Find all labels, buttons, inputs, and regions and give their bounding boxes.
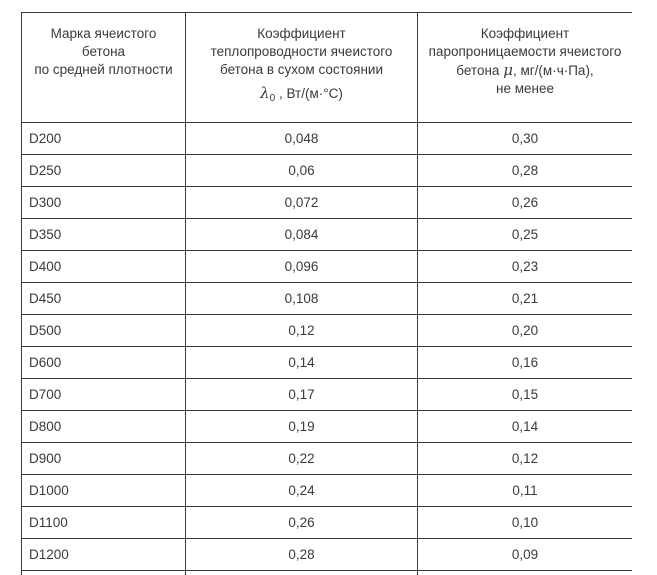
cell-conductivity: 0,14 (186, 347, 418, 379)
header-grade (22, 13, 186, 123)
header-permeability-line-2: паропроницаемости ячеистого (428, 44, 622, 59)
header-permeability-line-1: Коэффициент (480, 26, 570, 41)
cell-conductivity: 0,19 (186, 411, 418, 443)
cell-conductivity: 0,26 (186, 507, 418, 539)
cell-conductivity: 0,24 (186, 475, 418, 507)
cell-grade: D700 (22, 379, 186, 411)
cell-grade: D450 (22, 283, 186, 315)
table-row (22, 219, 633, 251)
cell-conductivity: 0,06 (186, 155, 418, 187)
mu-symbol: μ (503, 61, 513, 79)
table-row (22, 283, 633, 315)
cell-permeability: 0,14 (418, 411, 633, 443)
lambda-subscript: 0 (269, 93, 276, 104)
cell-permeability: 0,25 (418, 219, 633, 251)
cell-permeability: 0,20 (418, 315, 633, 347)
cell-conductivity: 0,072 (186, 187, 418, 219)
cell-grade: D200 (22, 123, 186, 155)
permeability-prefix: бетона (456, 63, 500, 78)
cell-grade: D600 (22, 347, 186, 379)
header-conductivity-line-4 (186, 84, 417, 108)
table-row-partial (22, 571, 633, 575)
cell-empty (22, 571, 186, 575)
cell-conductivity: 0,108 (186, 283, 418, 315)
table-row (22, 539, 633, 571)
table-row (22, 187, 633, 219)
header-conductivity (186, 13, 418, 123)
table-row (22, 123, 633, 155)
table-row (22, 379, 633, 411)
concrete-properties-table-wrapper (21, 12, 632, 575)
header-grade-line-3: по средней плотности (34, 62, 173, 77)
cell-conductivity: 0,17 (186, 379, 418, 411)
cell-conductivity: 0,28 (186, 539, 418, 571)
cell-grade: D400 (22, 251, 186, 283)
header-row (22, 13, 633, 123)
cell-empty (186, 571, 418, 575)
cell-permeability: 0,26 (418, 187, 633, 219)
table-row (22, 507, 633, 539)
header-conductivity-line-2: теплопроводности ячеистого (210, 44, 393, 59)
header-permeability-line-4: не менее (496, 81, 554, 96)
conductivity-unit: , Вт/(м·°С) (278, 86, 343, 101)
header-permeability-line-3 (418, 61, 632, 80)
table-row (22, 155, 633, 187)
header-conductivity-line-1: Коэффициент (257, 26, 346, 41)
cell-conductivity: 0,084 (186, 219, 418, 251)
cell-empty (418, 571, 633, 575)
cell-permeability: 0,09 (418, 539, 633, 571)
cell-permeability: 0,11 (418, 475, 633, 507)
cell-grade: D300 (22, 187, 186, 219)
cell-grade: D500 (22, 315, 186, 347)
cell-grade: D350 (22, 219, 186, 251)
cell-conductivity: 0,096 (186, 251, 418, 283)
permeability-unit: , мг/(м·ч·Па), (512, 63, 594, 78)
lambda-symbol: λ (260, 84, 270, 102)
cell-grade: D250 (22, 155, 186, 187)
table-row (22, 347, 633, 379)
cell-permeability: 0,21 (418, 283, 633, 315)
cell-grade: D900 (22, 443, 186, 475)
table-header (22, 13, 633, 123)
cell-grade: D1000 (22, 475, 186, 507)
table-row (22, 411, 633, 443)
header-conductivity-line-3: бетона в сухом состоянии (219, 62, 383, 77)
table-row (22, 315, 633, 347)
cell-permeability: 0,28 (418, 155, 633, 187)
cell-permeability: 0,30 (418, 123, 633, 155)
cell-permeability: 0,16 (418, 347, 633, 379)
table-body (22, 123, 633, 575)
cell-permeability: 0,12 (418, 443, 633, 475)
table-row (22, 443, 633, 475)
header-grade-line-1: Марка ячеистого (50, 26, 157, 41)
header-permeability (418, 13, 633, 123)
cell-grade: D1200 (22, 539, 186, 571)
header-grade-line-2: бетона (81, 44, 126, 59)
cell-grade: D1100 (22, 507, 186, 539)
cell-conductivity: 0,12 (186, 315, 418, 347)
cell-grade: D800 (22, 411, 186, 443)
cell-permeability: 0,23 (418, 251, 633, 283)
table-row (22, 475, 633, 507)
table-row (22, 251, 633, 283)
concrete-properties-table (21, 12, 632, 575)
cell-permeability: 0,15 (418, 379, 633, 411)
cell-conductivity: 0,22 (186, 443, 418, 475)
cell-conductivity: 0,048 (186, 123, 418, 155)
cell-permeability: 0,10 (418, 507, 633, 539)
